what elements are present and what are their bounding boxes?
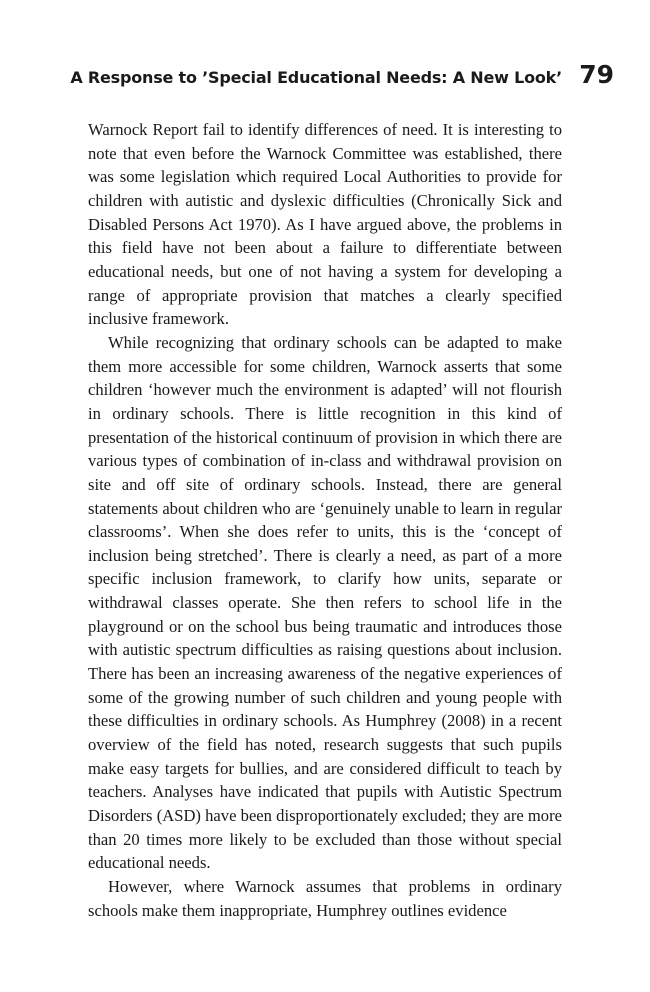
paragraph-2: While recognizing that ordinary schools can be adapted to make them more accessible for some children, Warnock asserts that some children ‘however much the environment is adapted’ will not flourish in ordinary schools. There is little recognition in this kind of presentation of the historical continuum of provision in which there are various types of combination of in-class and withdrawal provision on site and off site of ordinary schools. Instead, there are general statements about children who are ‘genuinely unable to learn in regular classrooms’. When she does refer to units, this is the ‘concept of inclusion being stretched’. There is clearly a need, as part of a more specific inclusion framework, to clarify how units, separate or withdrawal classes operate. She then refers to school life in the playground or on the school bus being traumatic and introduces those with autistic spectrum difficulties as raising questions about inclusion. There has been an increasing awareness of the negative experiences of some of the growing number of such children and young people with these difficulties in ordinary schools. As Humphrey (2008) in a recent overview of the field has noted, research suggests that such pupils make easy targets for bullies, and are considered difficult to teach by teachers. Analyses have indicated that pupils with Autistic Spectrum Disorders (ASD) have been disproportionately excluded; they are more than 20 times more likely to be excluded than those without special educational needs. bbox=[88, 332, 562, 873]
body-text bbox=[88, 118, 562, 922]
paragraph-3: However, where Warnock assumes that problems in ordinary schools make them inappropriate, Humphrey outlines evidence bbox=[88, 877, 562, 920]
paragraph-1: Warnock Report fail to identify differences of need. It is interesting to note that even before the Warnock Committee was established, there was some legislation which required Local Authorities to provide for children with autistic and dyslexic difficulties (Chronically Sick and Disabled Persons Act 1970). As I have argued above, the problems in this field have not been about a failure to differentiate between educational needs, but one of not having a system for developing a range of appropriate provision that matches a clearly specified inclusive framework. bbox=[88, 120, 562, 329]
page-number: 79 bbox=[579, 60, 614, 89]
running-head bbox=[0, 60, 650, 94]
running-title: A Response to ’Special Educational Needs: A New Look’ bbox=[70, 68, 562, 87]
